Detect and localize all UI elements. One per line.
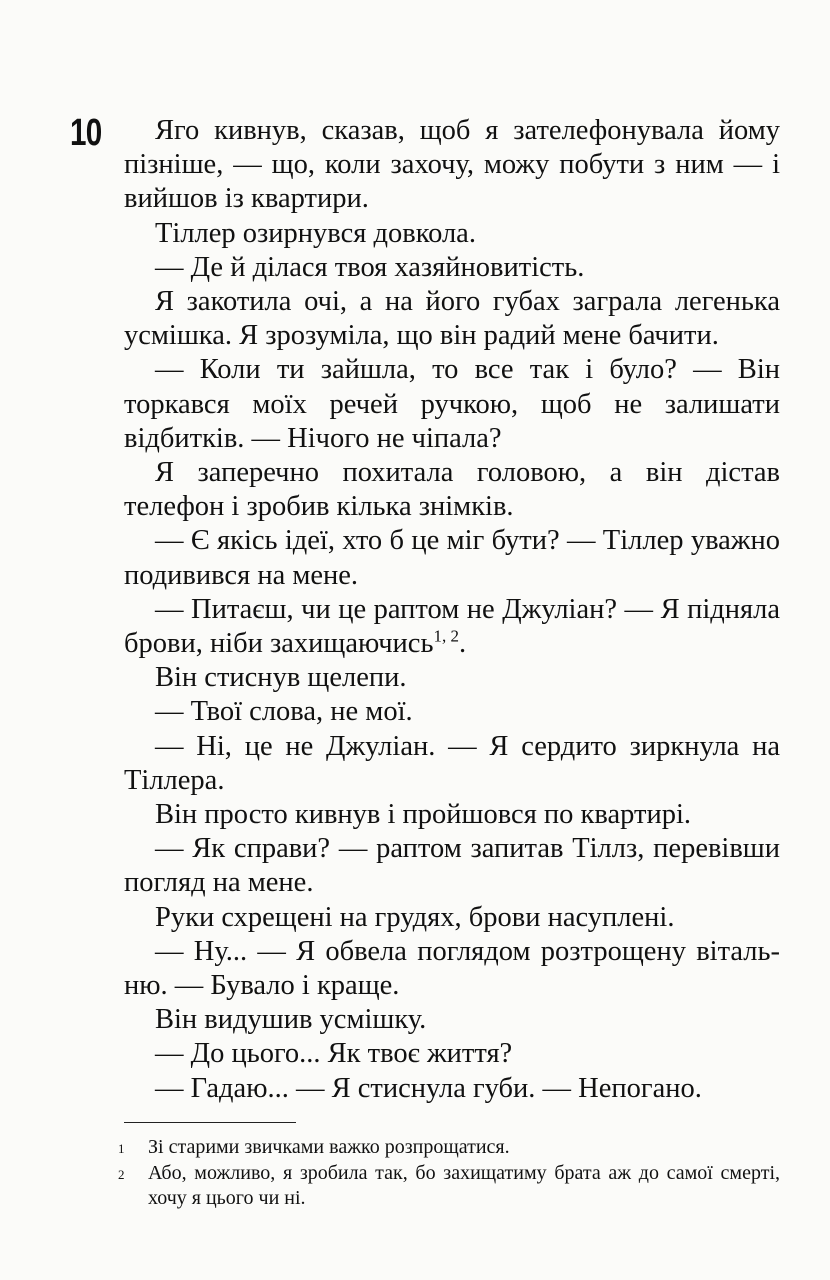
paragraph: — Питаєш, чи це раптом не Джуліан? — Я підняла брови, ніби захищаючись$^{1, 2}$. — [124, 593, 780, 660]
paragraph: Тіллер озирнувся довкола. — [155, 217, 476, 249]
paragraph: — Гадаю... — Я стиснула губи. — Непогано. — [155, 1072, 702, 1104]
text-body — [124, 114, 780, 1106]
page-number: 10 — [70, 112, 102, 154]
footnote-mark: 2 — [118, 1167, 125, 1182]
footnote-text: Зі старими звичками важко розпрощатися. — [148, 1136, 510, 1158]
footnote — [118, 1161, 780, 1211]
paragraph: — Є якісь ідеї, хто б це міг бути? — Тіллер уважно подивився на мене. — [124, 525, 780, 591]
paragraph: — Де й ділася твоя хазяйновитість. — [155, 251, 585, 283]
paragraph: Яго кивнув, сказав, щоб я зателефонувала йому пізніше, — що, коли захочу, можу побути з ним — і вийшов із квартири. — [124, 115, 780, 215]
paragraph: Руки схрещені на грудях, брови насуплені. — [155, 901, 675, 933]
paragraph: Він просто кивнув і пройшовся по квартирі. — [155, 799, 692, 831]
paragraph: — Ні, це не Джуліан. — Я сердито зиркнула на Тіллера. — [124, 730, 780, 796]
paragraph: — Як справи? — раптом запитав Тіллз, перевівши погляд на мене. — [124, 833, 780, 899]
footnotes — [118, 1135, 780, 1211]
footnote-text: Або, можливо, я зробила так, бо захищатиму брата аж до самої смерті, хочу я цього чи ні. — [148, 1162, 780, 1209]
paragraph: Він стиснув щелепи. — [155, 662, 407, 694]
paragraph: — Твої слова, не мої. — [155, 696, 413, 728]
paragraph: Я заперечно похитала головою, а він дістав телефон і зробив кілька знімків. — [124, 457, 780, 523]
paragraph: — До цього... Як твоє життя? — [155, 1038, 513, 1070]
footnote-mark: 1 — [118, 1141, 125, 1156]
footnote-reference[interactable]: 1, 2 — [433, 626, 459, 646]
paragraph: — Ну... — Я обвела поглядом розтрощену вітальню. — Бувало і краще. — [124, 935, 780, 1002]
paragraph: — Коли ти зайшла, то все так і було? — Він торкався моїх речей ручкою, щоб не залишати відбитків. — Нічого не чіпала? — [124, 354, 780, 454]
footnote — [118, 1135, 780, 1161]
footnote-divider — [124, 1122, 296, 1123]
paragraph: Я закотила очі, а на його губах заграла легенька усмішка. Я зрозуміла, що він радий мене бачити. — [124, 286, 780, 352]
paragraph: Він видушив усмішку. — [155, 1004, 427, 1036]
